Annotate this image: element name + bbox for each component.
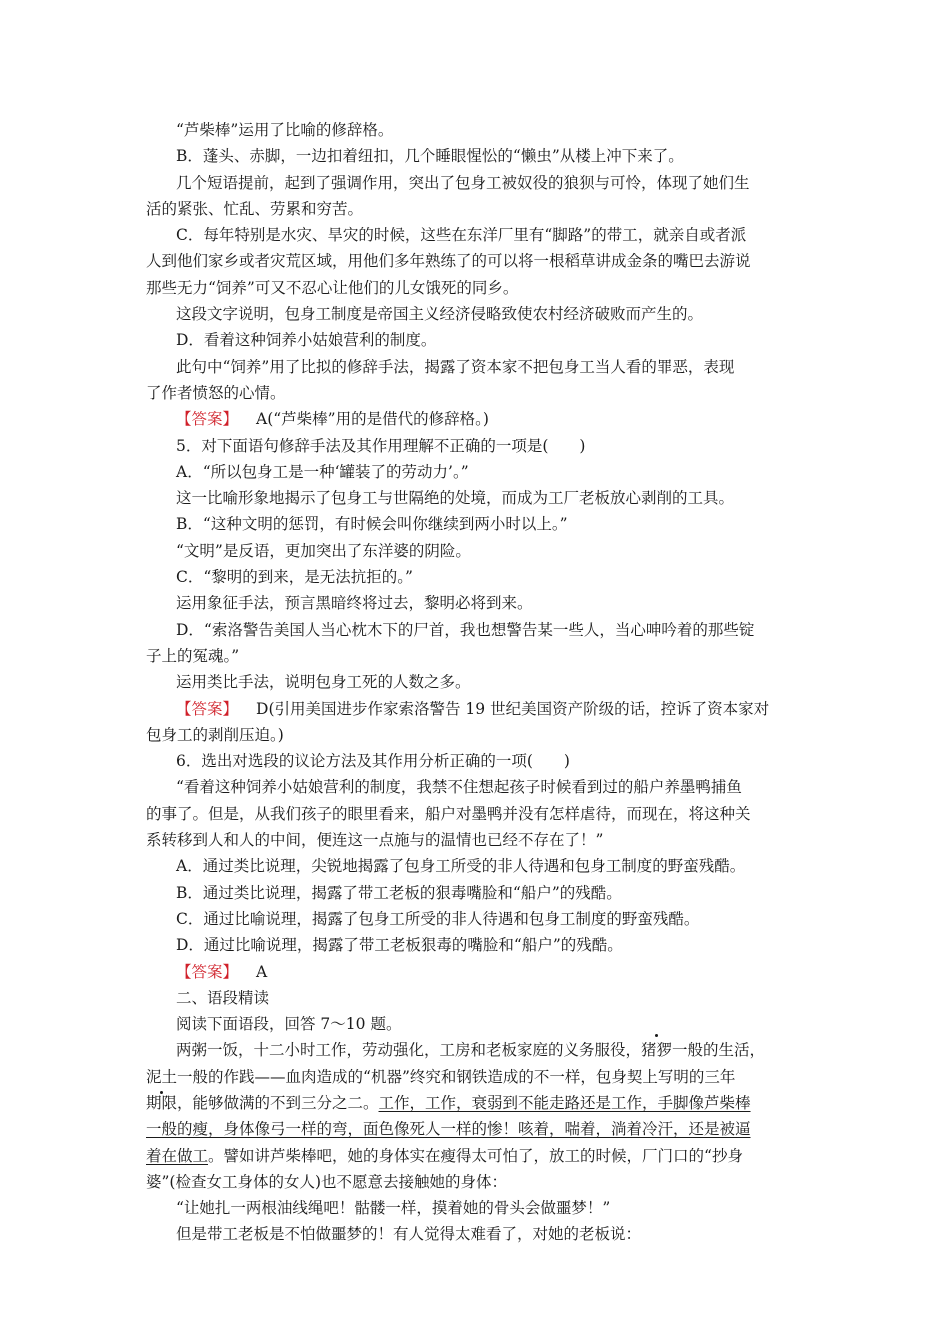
passage-text: 一般的生活， [672,1041,766,1060]
line-text: 包身工的剥削压迫。) [146,725,284,744]
line-text: B．“这种文明的惩罚，有时候会叫你继续到两小时以上。” [176,515,568,534]
passage-text: “让她扎一两根油线绳吧！骷髅一样，摸着她的骨头会做噩梦！” [176,1199,611,1218]
line-text: 人到他们家乡或者灾荒区域，用他们多年熟练了的可以将一根稻草讲成金条的嘴巴去游说 [146,252,751,271]
text-line [146,354,812,380]
line-text: 这段文字说明，包身工制度是帝国主义经济侵略致使农村经济破败而产生的。 [176,305,704,324]
text-line [146,932,812,958]
answer-text: D(引用美国进步作家索洛警告 19 世纪美国资产阶级的话，控诉了资本家对 [256,699,770,718]
line-text: 系转移到人和人的中间，便连这一点施与的温情也已经不存在了！” [146,831,604,850]
line-text: 5．对下面语句修辞手法及其作用理解不正确的一项是( ) [176,436,586,455]
line-text: 这一比喻形象地揭示了包身工与世隔绝的处境，而成为工厂老板放心剥削的工具。 [176,489,735,508]
reading-passage [146,1037,812,1247]
line-text: B．通过类比说理，揭露了带工老板的狠毒嘴脸和“船户”的残酷。 [176,883,622,902]
text-line [146,380,812,406]
text-line [146,485,812,511]
answer-label: 【答案】 [176,699,239,718]
underlined-sentence: 着在做工 [146,1146,209,1165]
text-line [146,748,812,774]
text-line [146,643,812,669]
line-text: 二、语段精读 [176,988,270,1007]
underlined-sentence: 工作，工作，衰弱到不能走路还是工作，手脚像芦柴棒 [378,1093,751,1112]
text-line [146,880,812,906]
text-line [146,722,812,748]
text-line [146,170,812,196]
passage-line [146,1195,812,1221]
line-text: 活的紧张、忙乱、劳累和穷苦。 [146,199,364,218]
answer-text: A [256,962,268,981]
line-text: 几个短语提前，起到了强调作用，突出了包身工被奴役的狼狈与可怜，体现了她们生 [176,173,750,192]
line-text: “文明”是反语，更加突出了东洋婆的阴险。 [176,541,471,560]
text-line [146,222,812,248]
passage-line [146,1090,812,1116]
passage-line [146,1116,812,1142]
line-text: 的事了。但是，从我们孩子的眼里看来，船户对墨鸭并没有怎样虐待，而现在，将这种关 [146,804,751,823]
passage-text: 两粥一饭，十二小时工作，劳动强化，工房和老板家庭的义务服役， [176,1041,642,1060]
text-line [146,459,812,485]
line-text: A．“所以包身工是一种‘罐装了的劳动力’。” [176,462,469,481]
emphasis-dotted-word: 泥土 [146,1064,177,1090]
text-line [146,564,812,590]
text-line [146,827,812,853]
line-text: A．通过类比说理，尖锐地揭露了包身工所受的非人待遇和包身工制度的野蛮残酷。 [176,857,746,876]
passage-line [146,1037,812,1063]
passage-text: 婆”(检查女工身体的女人)也不愿意去接触她的身体： [146,1172,508,1191]
answer-line [146,696,812,722]
text-line [146,433,812,459]
answer-text: A(“芦柴棒”用的是借代的修辞格。) [256,410,489,429]
line-text: “看着这种饲养小姑娘营利的制度，我禁不住想起孩子时候看到过的船户养墨鸭捕鱼 [176,778,742,797]
document-page [146,117,812,1248]
passage-line [146,1143,812,1169]
line-text: 那些无力“饲养”可又不忍心让他们的儿女饿死的同乡。 [146,278,519,297]
line-text: C．“黎明的到来，是无法抗拒的。” [176,568,413,587]
line-text: 6．选出对选段的议论方法及其作用分析正确的一项( ) [176,752,570,771]
line-text: 运用象征手法，预言黑暗终将过去，黎明必将到来。 [176,594,533,613]
line-text: 子上的冤魂。” [146,646,240,665]
text-line [146,590,812,616]
text-line [146,801,812,827]
line-text: D．“索洛警告美国人当心枕木下的尸首，我也想警告某一些人，当心呻吟着的那些锭 [176,620,755,639]
line-text: 此句中“饲养”用了比拟的修辞手法，揭露了资本家不把包身工当人看的罪恶，表现 [176,357,735,376]
line-text: “芦柴棒”运用了比喻的修辞格。 [176,121,394,139]
line-text: 了作者愤怒的心情。 [146,383,286,402]
answer-line [146,959,812,985]
line-text: 运用类比手法，说明包身工死的人数之多。 [176,673,471,692]
passage-line [146,1221,812,1247]
line-text: C．每年特别是水灾、旱灾的时候，这些在东洋厂里有“脚路”的带工，就亲自或者派 [176,226,747,245]
text-line [146,906,812,932]
passage-text: 。譬如讲芦柴棒吧，她的身体实在瘦得太可怕了，放工的时候，厂门口的“抄身 [208,1146,743,1165]
line-text: 阅读下面语段，回答 7～10 题。 [176,1015,402,1034]
text-line [146,275,812,301]
passage-line [146,1064,812,1090]
text-line [146,538,812,564]
line-text: B．蓬头、赤脚，一边扣着纽扣，几个睡眼惺忪的“懒虫”从楼上冲下来了。 [176,147,684,166]
line-text: D．通过比喻说理，揭露了带工老板狠毒的嘴脸和“船户”的残酷。 [176,936,623,955]
answer-line [146,406,812,432]
text-line [146,774,812,800]
passage-text: 期限，能够做满的不到三分之二。 [146,1093,379,1112]
text-line [146,196,812,222]
answer-label: 【答案】 [176,410,239,429]
text-line [146,143,812,169]
text-block [146,117,812,1037]
line-text: D．看着这种饲养小姑娘营利的制度。 [176,331,437,350]
text-line [146,617,812,643]
underlined-sentence: 一般的瘦，身体像弓一样的弯，面色像死人一样的惨！咳着，喘着，淌着冷汗，还是被逼 [146,1120,751,1139]
text-line [146,1011,812,1037]
text-line [146,853,812,879]
text-line [146,301,812,327]
passage-text: 但是带工老板是不怕做噩梦的！有人觉得太难看了，对她的老板说： [176,1225,642,1244]
text-line [146,511,812,537]
text-line [146,327,812,353]
emphasis-dotted-word: 猪猡 [641,1037,672,1063]
passage-text: 一般的作践——血肉造成的“机器”终究和钢铁造成的不一样，包身契上写明的三年 [177,1067,736,1086]
answer-label: 【答案】 [176,962,239,981]
line-text: C．通过比喻说理，揭露了包身工所受的非人待遇和包身工制度的野蛮残酷。 [176,909,700,928]
text-line [146,985,812,1011]
text-line [146,248,812,274]
text-line [146,117,812,143]
text-line [146,669,812,695]
passage-line [146,1169,812,1195]
